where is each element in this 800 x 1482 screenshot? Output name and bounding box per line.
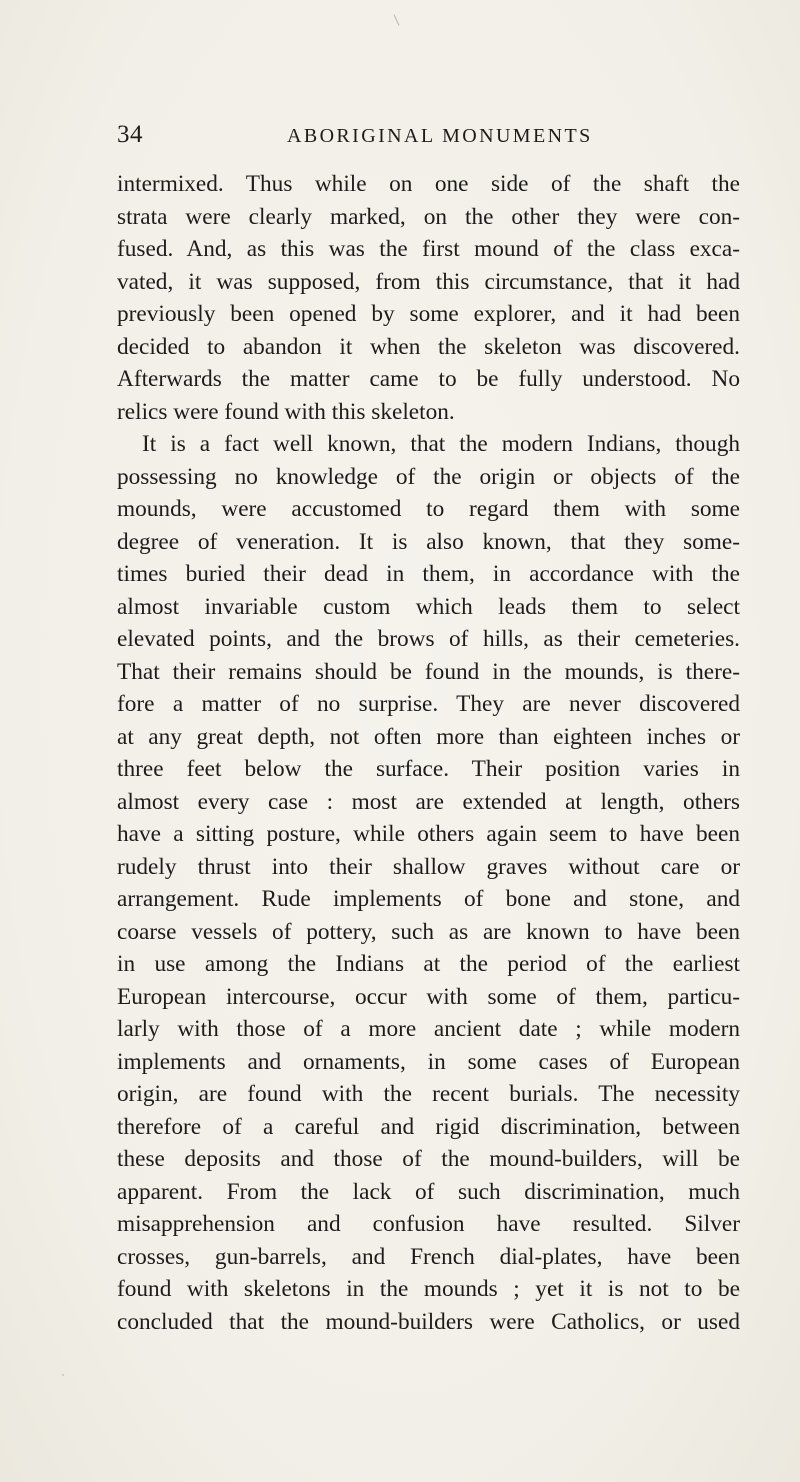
paper-speck xyxy=(62,1374,64,1376)
page-number: 34 xyxy=(117,121,143,148)
text-line: almost every case : most are extended at length, others xyxy=(117,788,740,815)
text-line: mounds, were accustomed to regard them with some xyxy=(117,496,740,522)
text-line: European intercourse, occur with some of them, particu- xyxy=(117,983,740,1010)
text-line: elevated points, and the brows of hills, as their cemeteries. xyxy=(117,626,740,652)
running-title: ABORIGINAL MONUMENTS xyxy=(287,125,593,147)
text-line: degree of veneration. It is also known, that they some- xyxy=(117,528,740,555)
text-line: misapprehension and confusion have resulted. Silver xyxy=(117,1211,740,1237)
paragraph-first-line: It is a fact well known, that the modern Indians, though xyxy=(142,431,740,457)
text-line: intermixed. Thus while on one side of the shaft the xyxy=(117,171,740,197)
text-line: at any great depth, not often more than eighteen inches or xyxy=(117,723,740,750)
text-line: apparent. From the lack of such discrimination, much xyxy=(117,1178,740,1205)
text-line: therefore of a careful and rigid discrimination, between xyxy=(117,1113,740,1140)
text-line: these deposits and those of the mound-builders, will be xyxy=(117,1146,740,1172)
paper-mark xyxy=(394,14,400,25)
text-line: almost invariable custom which leads them to select xyxy=(117,593,740,620)
text-line: vated, it was supposed, from this circumstance, that it had xyxy=(117,268,740,295)
text-line: decided to abandon it when the skeleton was discovered. xyxy=(117,333,740,360)
text-line: found with skeletons in the mounds ; yet it is not to be xyxy=(117,1276,740,1302)
text-line: times buried their dead in them, in accordance with the xyxy=(117,561,740,587)
text-line: in use among the Indians at the period of the earliest xyxy=(117,951,740,977)
text-line: larly with those of a more ancient date ; while modern xyxy=(117,1016,740,1042)
text-line: That their remains should be found in the mounds, is there- xyxy=(117,658,740,685)
text-line: strata were clearly marked, on the other they were con- xyxy=(117,203,740,230)
running-head xyxy=(117,120,695,150)
text-line: implements and ornaments, in some cases of European xyxy=(117,1048,740,1075)
text-line: Afterwards the matter came to be fully understood. No xyxy=(117,366,740,392)
text-line: rudely thrust into their shallow graves without care or xyxy=(117,853,740,880)
text-line: arrangement. Rude implements of bone and stone, and xyxy=(117,886,740,912)
text-line: previously been opened by some explorer, and it had been xyxy=(117,301,740,327)
text-line: coarse vessels of pottery, such as are known to have been xyxy=(117,918,740,945)
text-line: fused. And, as this was the first mound of the class exca- xyxy=(117,236,740,262)
text-line: concluded that the mound-builders were Catholics, or used xyxy=(117,1308,740,1335)
text-line: possessing no knowledge of the origin or objects of the xyxy=(117,463,740,490)
text-line: three feet below the surface. Their position varies in xyxy=(117,756,740,782)
text-line: crosses, gun-barrels, and French dial-plates, have been xyxy=(117,1243,740,1270)
text-line: fore a matter of no surprise. They are never discovered xyxy=(117,691,740,717)
text-line: origin, are found with the recent burials. The necessity xyxy=(117,1081,740,1107)
body-text xyxy=(117,168,740,1338)
paragraph-end-line: relics were found with this skeleton. xyxy=(117,398,455,425)
text-line: have a sitting posture, while others again seem to have been xyxy=(117,821,740,847)
